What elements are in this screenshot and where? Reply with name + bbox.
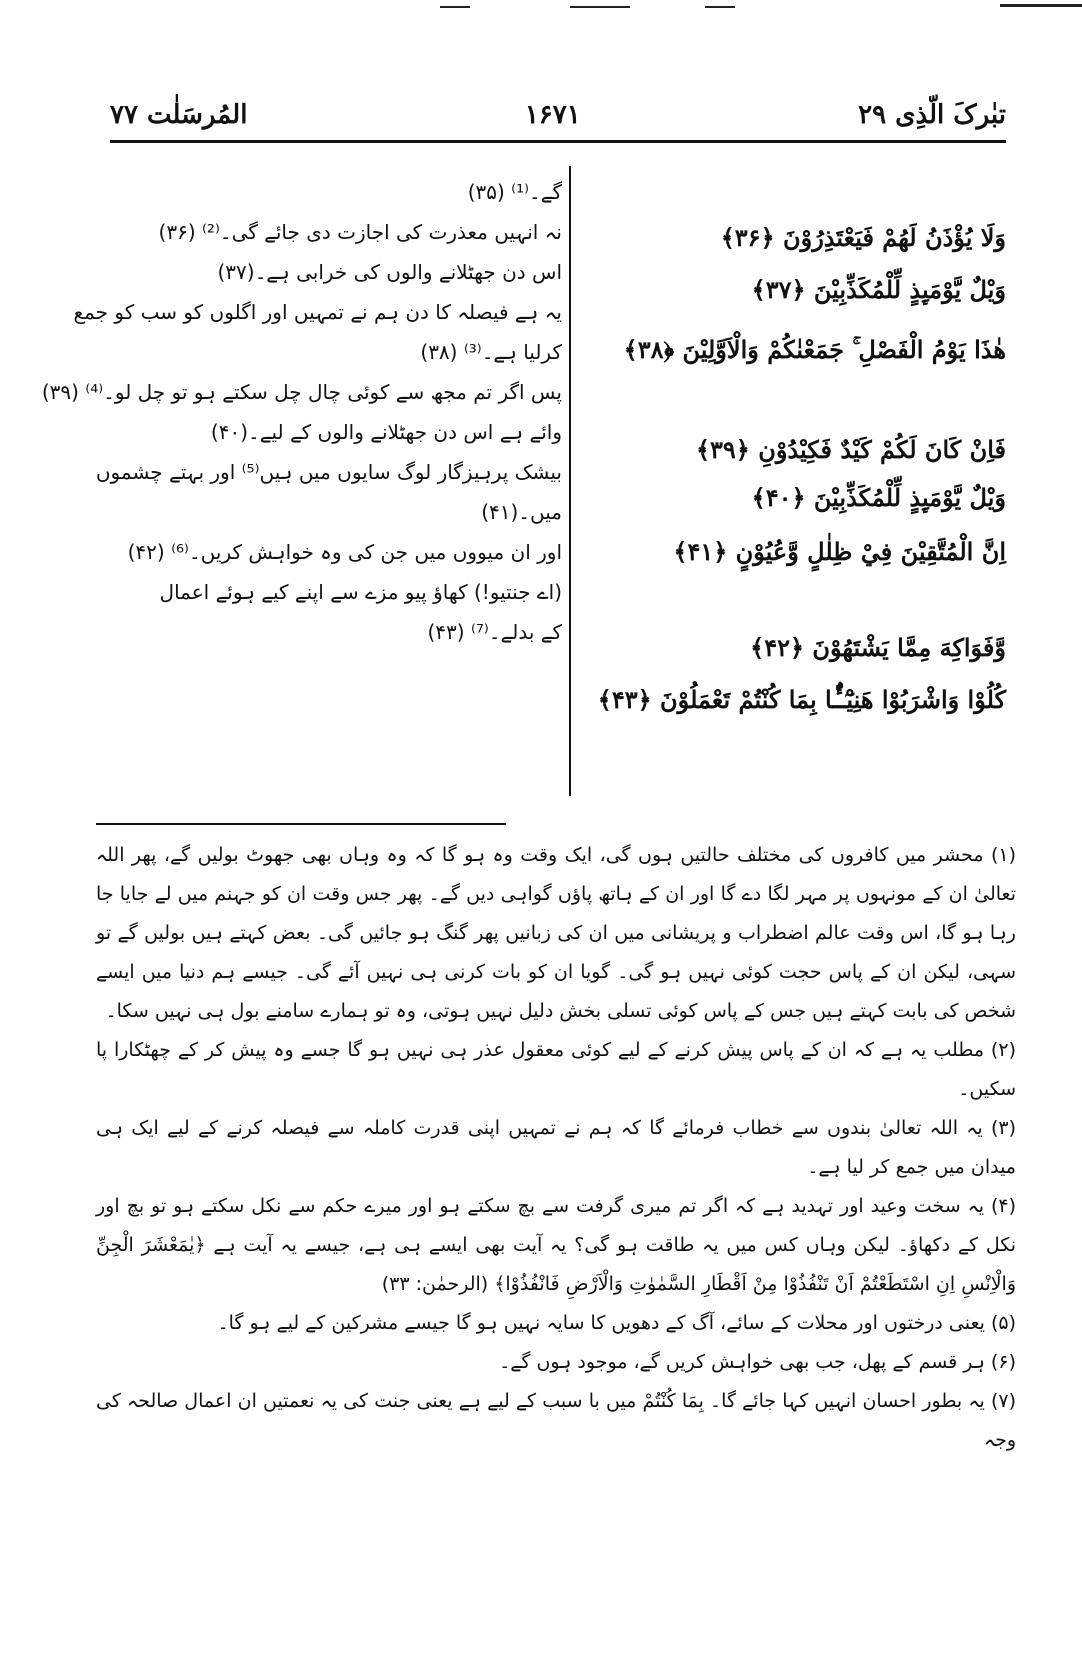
footnote: (۷) یہ بطور احسان انہیں کہا جائے گا۔ بِمَا كُنْتُمْ میں با سبب کے لیے ہے یعنی جنت کی یہ نعمتیں ان اعمال صالحہ کی وجہ xyxy=(96,1390,1016,1451)
arabic-verse: وَيْلٌ يَّوْمَىِٕذٍ لِّلْمُكَذِّبِيْنَ ﴿۴۰﴾ xyxy=(751,483,1006,512)
translation-line: کے بدلے۔⁽⁷⁾ (۴۳) xyxy=(427,620,562,644)
top-edge-mark xyxy=(440,6,470,8)
column-divider xyxy=(569,166,571,796)
arabic-verse: وَّفَوَاكِهَ مِمَّا يَشْتَهُوْنَ ﴿۴۲﴾ xyxy=(750,633,1006,662)
top-edge-mark xyxy=(705,6,735,8)
translation-line: گے۔⁽¹⁾ (۳۵) xyxy=(467,180,562,204)
arabic-verse: كُلُوْا وَاشْرَبُوْا هَنِيْٓـًٔۢا بِمَا كُنْتُمْ تَعْمَلُوْنَ ﴿۴۳﴾ xyxy=(597,685,1006,714)
footnote: (۲) مطلب یہ ہے کہ ان کے پاس پیش کرنے کے لیے کوئی معقول عذر ہی نہیں ہو گا جسے وہ پیش کر کے چھٹکارا پا سکیں۔ xyxy=(96,1039,1016,1100)
arabic-verse: وَيْلٌ يَّوْمَىِٕذٍ لِّلْمُكَذِّبِيْنَ ﴿۳۷﴾ xyxy=(751,275,1006,304)
footnote-separator xyxy=(96,823,506,825)
surah-name: المُرسَلٰت ۷۷ xyxy=(110,100,248,130)
translation-line: نہ انہیں معذرت کی اجازت دی جائے گی۔⁽²⁾ (۳۶) xyxy=(158,220,562,244)
page-header xyxy=(110,95,1006,135)
translation-line: یہ ہے فیصلہ کا دن ہم نے تمہیں اور اگلوں کو سب کو جمع xyxy=(73,300,562,324)
top-edge-mark xyxy=(570,6,630,8)
arabic-verse: فَاِنْ كَانَ لَكُمْ كَيْدٌ فَكِيْدُوْنِ ﴿۳۹﴾ xyxy=(695,435,1006,464)
footnote: (۶) ہر قسم کے پھل، جب بھی خواہش کریں گے، موجود ہوں گے۔ xyxy=(499,1351,1016,1373)
translation-line: بیشک پرہیزگار لوگ سایوں میں ہیں⁽⁵⁾ اور بہتے چشموں xyxy=(95,460,562,484)
translation-line: وائے ہے اس دن جھٹلانے والوں کے لیے۔(۴۰) xyxy=(210,420,562,444)
page-number: ۱۶۷۱ xyxy=(524,100,581,130)
translation-line: کرلیا ہے۔⁽³⁾ (۳۸) xyxy=(420,340,562,364)
top-edge-mark xyxy=(1000,4,1082,7)
translation-column xyxy=(41,172,562,652)
footnote: (۴) یہ سخت وعید اور تہدید ہے کہ اگر تم میری گرفت سے بچ سکتے ہو اور میرے حکم سے نکل سکتے ہو تو بچ اور نکل کے دکھاؤ۔ لیکن وہاں کس میں یہ طاقت ہو گی؟ یہ آیت بھی ایسے ہی ہے، جیسے یہ آیت ہے ﴿يٰمَعْشَرَ الْجِنِّ وَالْاِنْسِ اِنِ اسْتَطَعْتُمْ اَنْ تَنْفُذُوْا مِنْ اَقْطَارِ السَّمٰوٰتِ وَالْاَرْضِ فَانْفُذُوْا﴾ (الرحمٰن: ۳۳) xyxy=(96,1195,1016,1295)
arabic-verse: اِنَّ الْمُتَّقِيْنَ فِيْ ظِلٰلٍ وَّعُيُوْنٍ ﴿۴۱﴾ xyxy=(673,537,1006,566)
arabic-verse: هٰذَا يَوْمُ الْفَصْلِ ۚ جَمَعْنٰكُمْ وَالْاَوَّلِيْنَ ﴿۳۸﴾ xyxy=(623,335,1006,364)
arabic-verse: وَلَا يُؤْذَنُ لَهُمْ فَيَعْتَذِرُوْنَ ﴿۳۶﴾ xyxy=(720,223,1006,252)
footnote: (۵) یعنی درختوں اور محلات کے سائے، آگ کے دھویں کا سایہ نہیں ہو گا جیسے مشرکین کے لیے ہو گا۔ xyxy=(217,1312,1016,1334)
translation-line: پس اگر تم مجھ سے کوئی چال چل سکتے ہو تو چل لو۔⁽⁴⁾ (۳۹) xyxy=(41,380,562,404)
translation-line: (اے جنتیو!) کھاؤ پیو مزے سے اپنے کیے ہوئے اعمال xyxy=(159,580,562,604)
translation-line: میں۔(۴۱) xyxy=(481,500,562,524)
translation-line: اس دن جھٹلانے والوں کی خرابی ہے۔(۳۷) xyxy=(217,260,562,284)
juz-name: تبٰرکَ الّذِی ۲۹ xyxy=(858,100,1006,130)
translation-line: اور ان میووں میں جن کی وہ خواہش کریں۔⁽⁶⁾ (۴۲) xyxy=(127,540,562,564)
footnotes xyxy=(96,836,1016,1460)
footnote: (۳) یہ اللہ تعالیٰ بندوں سے خطاب فرمائے گا کہ ہم نے تمہیں اپنی قدرت کاملہ سے فیصلہ کرنے کے لیے ایک ہی میدان میں جمع کر لیا ہے۔ xyxy=(96,1117,1016,1178)
header-rule xyxy=(110,140,1006,143)
footnote: (۱) محشر میں کافروں کی مختلف حالتیں ہوں گی، ایک وقت وہ ہو گا کہ وہ وہاں بھی جھوٹ بولیں گے، پھر اللہ تعالیٰ ان کے مونہوں پر مہر لگا دے گا اور ان کے ہاتھ پاؤں گواہی دیں گے۔ پھر جس وقت ان کو جہنم میں لے جایا جا رہا ہو گا، اس وقت عالم اضطراب و پریشانی میں ان کی زبانیں پھر گنگ ہو جائیں گی۔ بعض کہتے ہیں بولیں گے تو سہی، لیکن ان کے پاس حجت کوئی نہیں ہو گی۔ گویا ان کو بات کرنی ہی نہیں آئے گی۔ جیسے ہم دنیا میں ایسے شخص کی بابت کہتے ہیں جس کے پاس کوئی تسلی بخش دلیل نہیں ہوتی، وہ تو ہمارے سامنے بول ہی نہیں سکا۔ xyxy=(96,844,1016,1022)
